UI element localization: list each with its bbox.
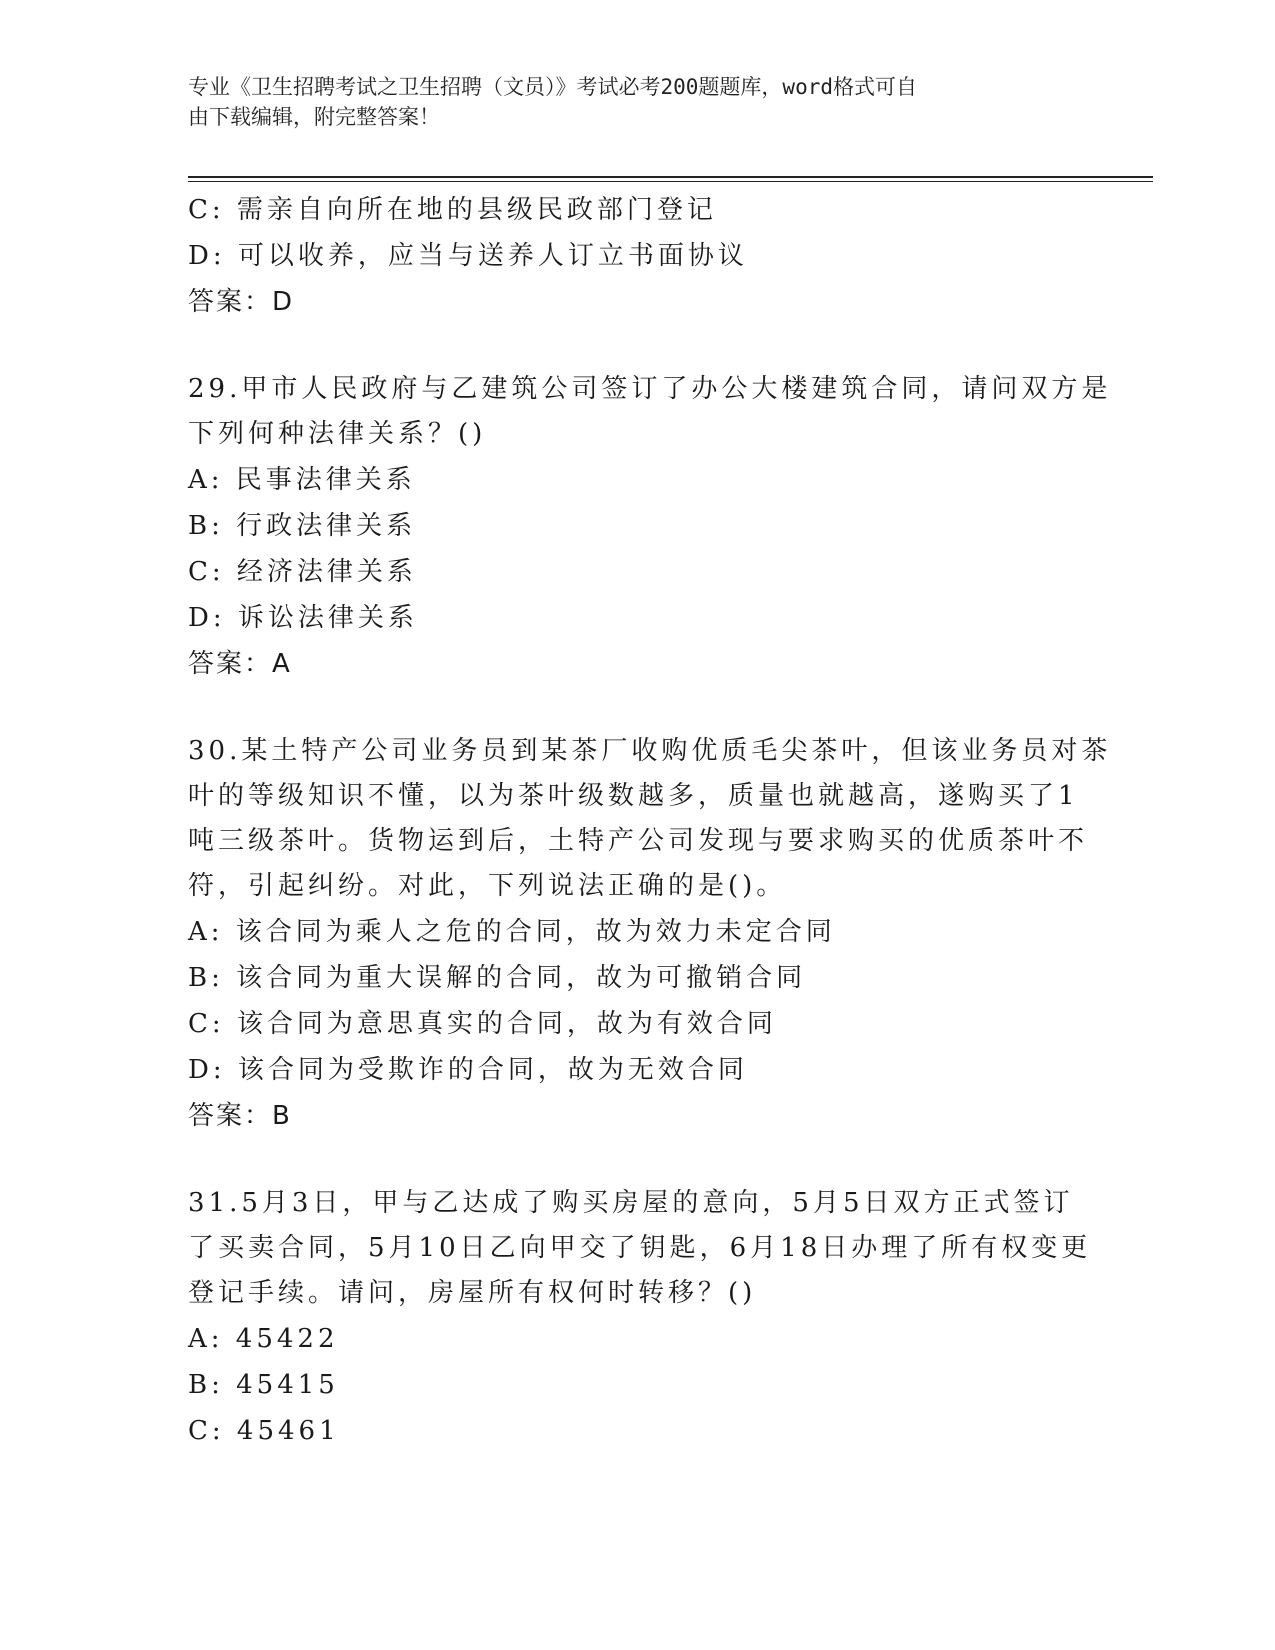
- question-30-option-b: B: 该合同为重大误解的合同，故为可撤销合同: [188, 963, 807, 993]
- question-30-line: 叶的等级知识不懂，以为茶叶级数越多，质量也就越高，遂购买了1: [188, 781, 1079, 811]
- question-29-line: 下列何种法律关系？(): [188, 419, 487, 449]
- question-30-line: 吨三级茶叶。货物运到后，土特产公司发现与要求购买的优质茶叶不: [188, 826, 1089, 856]
- question-31-line: 31.5月3日，甲与乙达成了购买房屋的意向，5月5日双方正式签订: [188, 1188, 1074, 1218]
- question-content: [188, 187, 1112, 1454]
- question-31-option-a: A: 45422: [188, 1324, 339, 1354]
- question-30: [188, 729, 1112, 1139]
- question-29: [188, 367, 1112, 687]
- question-29-option-d: D: 诉讼法律关系: [188, 603, 418, 633]
- question-30-option-d: D: 该合同为受欺诈的合同，故为无效合同: [188, 1055, 748, 1085]
- question-31: [188, 1181, 1092, 1454]
- header-line-2: 由下载编辑，附完整答案！: [188, 105, 440, 129]
- question-30-line: 符，引起纠纷。对此，下列说法正确的是()。: [188, 871, 787, 901]
- question-30-option-a: A: 该合同为乘人之危的合同，故为效力未定合同: [188, 917, 836, 947]
- question-30-answer: 答案：B: [188, 1101, 292, 1131]
- header-divider-thin: [188, 181, 1153, 182]
- question-29-option-b: B: 行政法律关系: [188, 511, 417, 541]
- question-31-line: 了买卖合同，5月10日乙向甲交了钥匙，6月18日办理了所有权变更: [188, 1233, 1092, 1263]
- question-31-line: 登记手续。请问，房屋所有权何时转移？(): [188, 1278, 757, 1308]
- question-29-answer: 答案：A: [188, 649, 292, 679]
- question-30-option-c: C: 该合同为意思真实的合同，故为有效合同: [188, 1009, 777, 1039]
- question-31-option-b: B: 45415: [188, 1370, 339, 1400]
- question-29-line: 29.甲市人民政府与乙建筑公司签订了办公大楼建筑合同，请问双方是: [188, 374, 1112, 404]
- question-29-option-a: A: 民事法律关系: [188, 465, 416, 495]
- document-header: [188, 72, 1068, 132]
- question-30-line: 30.某土特产公司业务员到某茶厂收购优质毛尖茶叶，但该业务员对茶: [188, 736, 1112, 766]
- prev-option-d: D: 可以收养，应当与送养人订立书面协议: [188, 241, 748, 271]
- question-29-option-c: C: 经济法律关系: [188, 557, 417, 587]
- prev-option-c: C: 需亲自向所在地的县级民政部门登记: [188, 195, 717, 225]
- prev-answer: 答案：D: [188, 287, 295, 317]
- question-31-option-c: C: 45461: [188, 1416, 340, 1446]
- header-divider-thick: [188, 176, 1153, 178]
- header-line-1: 专业《卫生招聘考试之卫生招聘（文员）》考试必考200题题库，word格式可自: [188, 75, 917, 99]
